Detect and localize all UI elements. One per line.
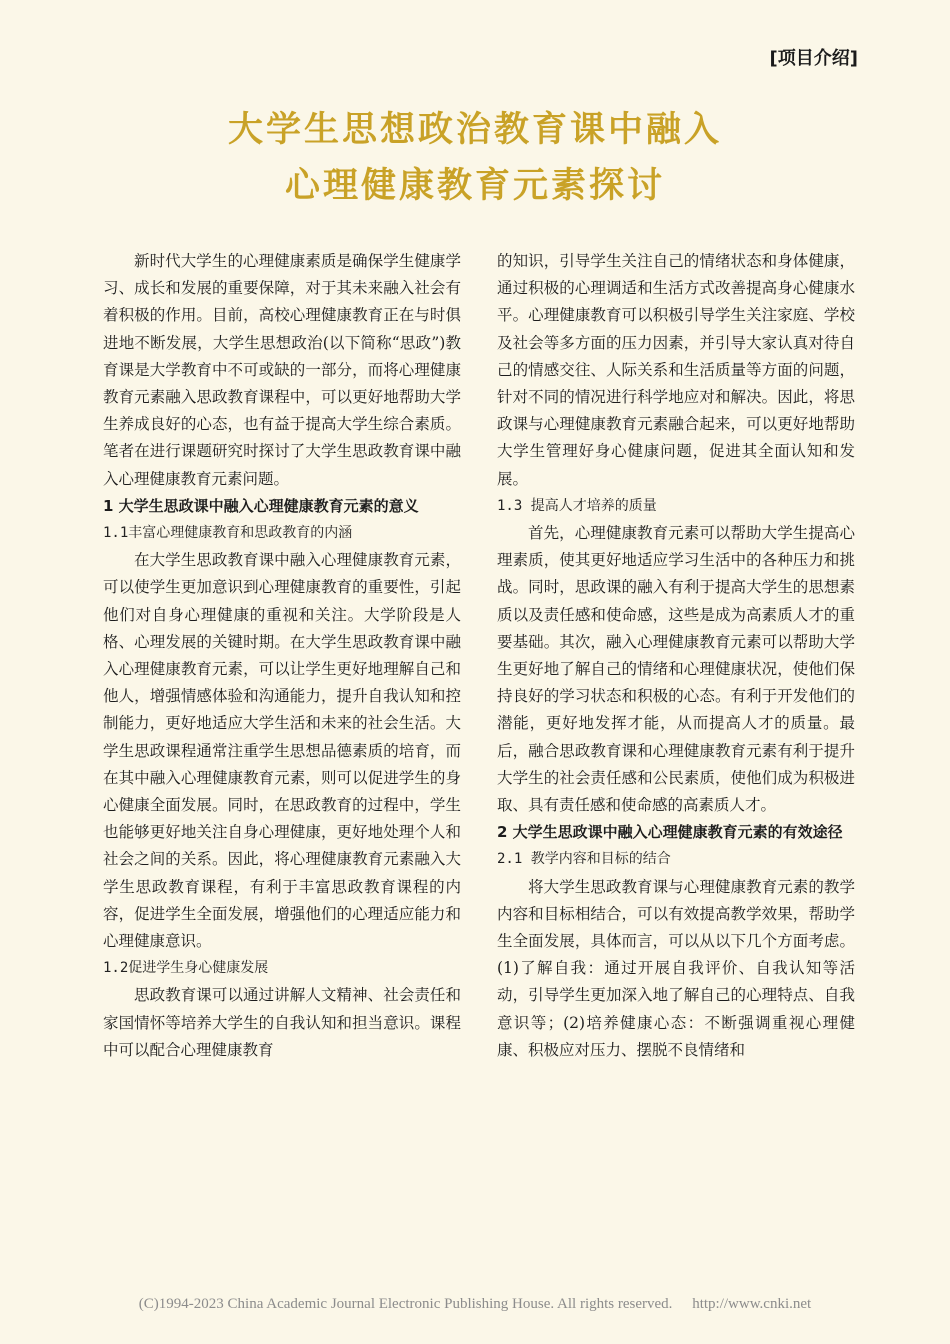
paragraph-1-1: 在大学生思政教育课中融入心理健康教育元素，可以使学生更加意识到心理健康教育的重要性，引起他们对自身心理健康的重视和关注。大学阶段是人格、心理发展的关键时期。在大学生思政教育课中融入心理健康教育元素，可以让学生更好地理解自己和他人，增强情感体验和沟通能力，提升自我认知和控制能力，更好地适应大学生活和未来的社会生活。大学生思政课程通常注重学生思想品德素质的培育，而在其中融入心理健康教育元素，则可以促进学生的身心健康全面发展。同时，在思政教育的过程中，学生也能够更好地关注自身心理健康，更好地处理个人和社会之间的关系。因此，将心理健康教育元素融入大学生思政教育课程，有利于丰富思政教育课程的内容，促进学生全面发展，增强他们的心理适应能力和心理健康意识。 [103, 551, 461, 951]
footer [0, 1296, 950, 1313]
title-line-2: 心理健康教育元素探讨 [284, 165, 665, 206]
footer-url[interactable]: http://www.cnki.net [692, 1296, 812, 1312]
article-title [0, 102, 950, 214]
intro-paragraph: 新时代大学生的心理健康素质是确保学生健康学习、成长和发展的重要保障，对于其未来融入社会有着积极的作用。目前，高校心理健康教育正在与时俱进地不断发展，大学生思想政治(以下简称“思政”)教育课是大学教育中不可或缺的一部分，而将心理健康教育元素融入思政教育课程中，可以更好地帮助大学生养成良好的心态，也有益于提高大学生综合素质。笔者在进行课题研究时探讨了大学生思政教育课中融入心理健康教育元素问题。 [103, 252, 461, 488]
left-column [103, 248, 461, 1064]
heading-1-1: 1.1丰富心理健康教育和思政教育的内涵 [103, 525, 353, 542]
heading-2-1: 2.1 教学内容和目标的结合 [497, 851, 671, 868]
paragraph-1-2: 思政教育课可以通过讲解人文精神、社会责任和家国情怀等培养大学生的自我认知和担当意识。课程中可以配合心理健康教育 [103, 986, 461, 1059]
heading-1-2: 1.2促进学生身心健康发展 [103, 960, 269, 977]
heading-1-3: 1.3 提高人才培养的质量 [497, 497, 657, 514]
section-tag: [项目介绍] [769, 48, 858, 69]
heading-2: 2 大学生思政课中融入心理健康教育元素的有效途径 [497, 823, 843, 842]
heading-1: 1 大学生思政课中融入心理健康教育元素的意义 [103, 496, 419, 515]
paragraph-1-2-continued: 的知识，引导学生关注自己的情绪状态和身体健康，通过积极的心理调适和生活方式改善提高身心健康水平。心理健康教育可以积极引导学生关注家庭、学校及社会等多方面的压力因素，并引导大家认真对待自己的情感交往、人际关系和生活质量等方面的问题，针对不同的情况进行科学地应对和解决。因此，将思政课与心理健康教育元素融合起来，可以更好地帮助大学生管理好身心健康问题，促进其全面认知和发展。 [497, 252, 855, 488]
paragraph-1-3: 首先，心理健康教育元素可以帮助大学生提高心理素质，使其更好地适应学习生活中的各种压力和挑战。同时，思政课的融入有利于提高大学生的思想素质以及责任感和使命感，这些是成为高素质人才的重要基础。其次，融入心理健康教育元素可以帮助大学生更好地了解自己的情绪和心理健康状况，使他们保持良好的学习状态和积极的心态。有利于开发他们的潜能，更好地发挥才能，从而提高人才的质量。最后，融合思政教育课和心理健康教育元素有利于提升大学生的社会责任感和公民素质，使他们成为积极进取、具有责任感和使命感的高素质人才。 [497, 524, 855, 815]
title-line-1: 大学生思想政治教育课中融入 [227, 109, 722, 150]
paragraph-2-1: 将大学生思政教育课与心理健康教育元素的教学内容和目标相结合，可以有效提高教学效果，帮助学生全面发展，具体而言，可以从以下几个方面考虑。(1)了解自我：通过开展自我评价、自我认知等活动，引导学生更加深入地了解自己的心理特点、自我意识等；(2)培养健康心态：不断强调重视心理健康、积极应对压力、摆脱不良情绪和 [497, 877, 855, 1059]
copyright-text: (C)1994-2023 China Academic Journal Electronic Publishing House. All rights reserved. [138, 1296, 673, 1312]
right-column [497, 248, 855, 1064]
